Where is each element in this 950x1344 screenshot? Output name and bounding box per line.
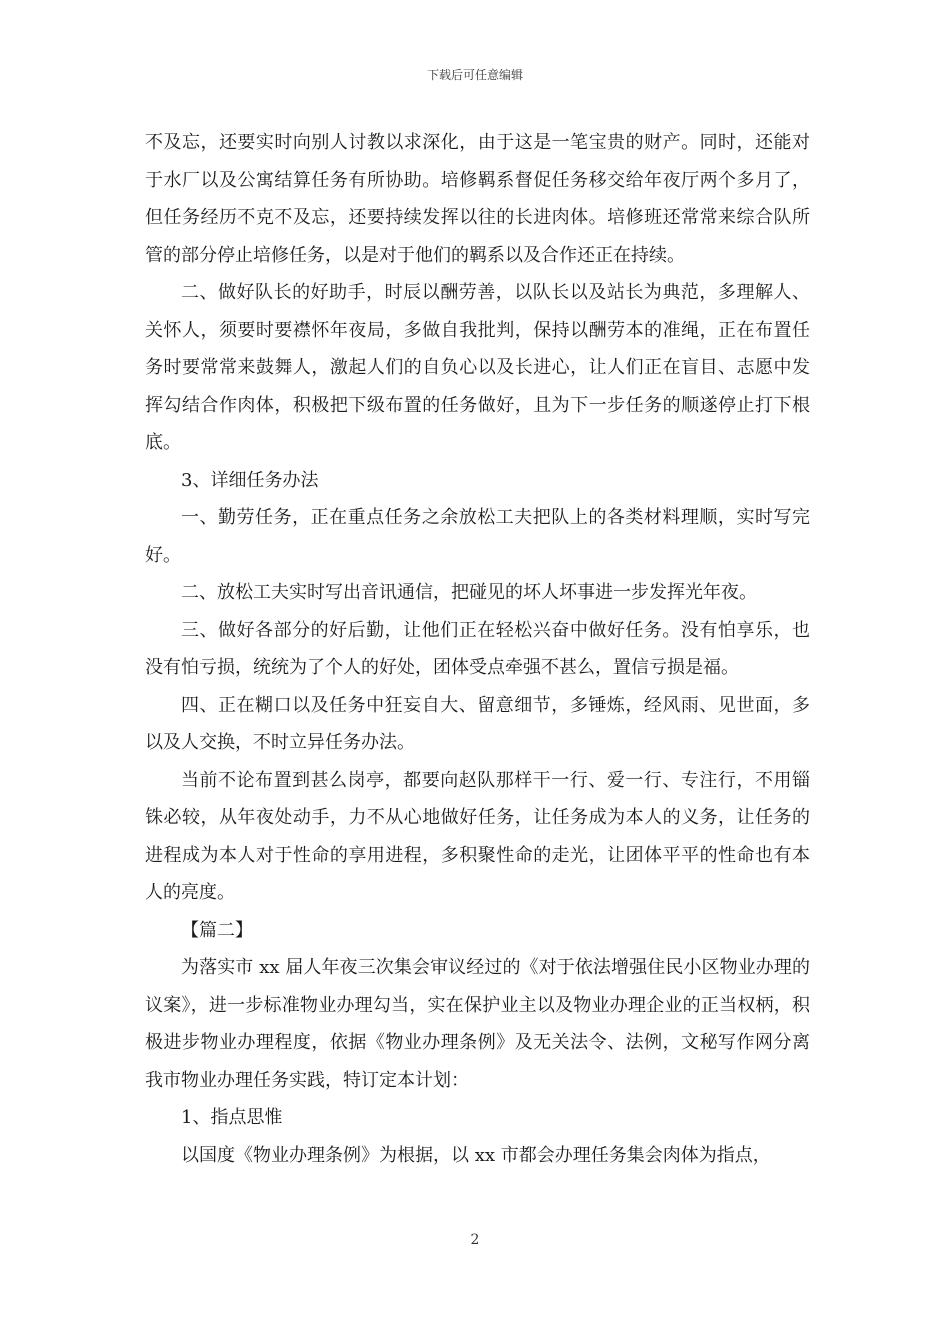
paragraph-6: 三、做好各部分的好后勤，让他们正在轻松兴奋中做好任务。没有怕享乐，也没有怕亏损，统统为了个人的好处，团体受点牵强不甚么，置信亏损是福。 [145, 619, 810, 678]
paragraph-5: 二、放松工夫实时写出音讯通信，把碰见的坏人坏事进一步发挥光年夜。 [181, 582, 757, 603]
paragraph-1: 不及忘，还要实时向别人讨教以求深化，由于这是一笔宝贵的财产。同时，还能对于水厂以及公寓结算任务有所协助。培修羁系督促任务移交给年夜厅两个多月了，但任务经历不克不及忘，还要持续发挥以往的长进肉体。培修班还常常来综合队所管的部分停止培修任务，以是对于他们的羁系以及合作还正在持续。 [145, 132, 810, 266]
page-number: 2 [470, 1232, 480, 1248]
page-header: 下载后可任意编辑 [426, 68, 523, 82]
paragraph-10: 为落实市 xx 届人年夜三次集会审议经过的《对于依法增强住民小区物业办理的议案》，进一步标准物业办理勾当，实在保护业主以及物业办理企业的正当权柄，积极进步物业办理程度，依据《物业办理条例》及无关法令、法例，文秘写作网分离我市物业办理任务实践，特订定本计划： [145, 957, 810, 1091]
paragraph-7: 四、正在糊口以及任务中狂妄自大、留意细节，多锤炼，经风雨、见世面，多以及人交换，不时立异任务办法。 [145, 694, 810, 753]
paragraph-8: 当前不论布置到甚么岗亭，都要向赵队那样干一行、爱一行、专注行，不用锱铢必较，从年夜处动手，力不从心地做好任务，让任务成为本人的义务，让任务的进程成为本人对于性命的享用进程，多积聚性命的走光，让团体平平的性命也有本人的亮度。 [145, 769, 810, 903]
document-body [145, 124, 810, 1174]
section-heading-work-methods: 3、详细任务办法 [181, 469, 319, 491]
paragraph-2: 二、做好队长的好助手，时辰以酬劳善，以队长以及站长为典范，多理解人、关怀人，须要时要襟怀年夜局，多做自我批判，保持以酬劳本的准绳，正在布置任务时要常常来鼓舞人，激起人们的自负心以及长进心，让人们正在盲目、志愿中发挥勾结合作肉体，积极把下级布置的任务做好，且为下一步任务的顺遂停止打下根底。 [145, 282, 810, 453]
section-heading-guiding-thought: 1、指点思惟 [181, 1107, 283, 1128]
paragraph-4: 一、勤劳任务，正在重点任务之余放松工夫把队上的各类材料理顺，实时写完好。 [145, 507, 810, 566]
paragraph-12: 以国度《物业办理条例》为根据，以 xx 市都会办理任务集会肉体为指点， [181, 1144, 771, 1166]
section-heading-part-two: 【篇二】 [181, 919, 253, 941]
